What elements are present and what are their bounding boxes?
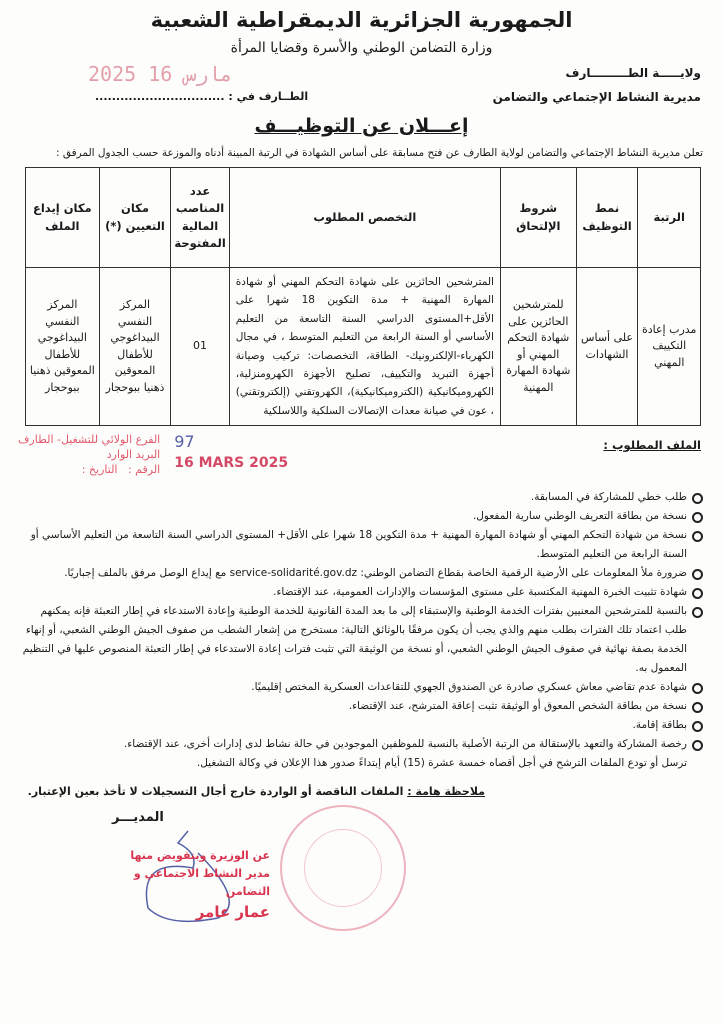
list-item: نسخة من شهادة التحكم المهني أو شهادة المهارة المهنية + مدة التكوين 18 شهرا على الأقل+ المستوى الدراسي السنة التاسعة من التعليم الأساسي أو السنة الرابعة من التعليم المتوسط. [18, 526, 705, 564]
date-stamp-header: 2025 مارس 16 [88, 62, 233, 86]
list-item: بطاقة إقامة. [18, 716, 705, 735]
required-docs-title: الملف المطلوب : [603, 438, 701, 452]
table-header-row [26, 168, 701, 268]
important-text: الملفات الناقصة أو الواردة خارج أجال التسجيلات لا تأخذ بعين الإعتبار. [27, 785, 408, 798]
place-date: الطــارف في : ............................... [95, 90, 309, 103]
col-header-positions: عدد المناصب المالية المفتوحة [171, 168, 229, 268]
agency-stamp-name: الفرع الولائي للتشغيل- الطارف [18, 433, 161, 446]
col-header-conditions: شروط الإلتحاق [500, 168, 576, 268]
page-title: إعـــلان عن التوظيـــف [254, 115, 469, 137]
stamp-date: 16 MARS 2025 [174, 455, 289, 471]
stamp-number-label: الرقم : [127, 463, 161, 476]
send-note: ترسل أو تودع الملفات الترشح في أجل أقصاه خمسة عشرة (15) أيام إبتداءً صدور هذا الإعلان في وكالة التشغيل. [196, 757, 687, 769]
list-item: بالنسبة للمترشحين المعنيين بفترات الخدمة الوطنية والإستبقاء إلى ما بعد المدة القانونية للخدمة الوطنية وإعادة الاستدعاء في إطار التعبئة فإنه يمكنهم طلب اعتماد تلك الفترات بطلب منهم والذي يجب أن يكون مرفقًا بالوثائق التالية: مستخرج من إشعار الشطب من صفوف الجيش الوطني الشعبي، أو إنهاء الخدمة بصفة نهائية في صفوف الجيش الوطني الشعبي، أو نسخة من الوثيقة التي تثبت فترات إعادة الاستدعاء في إطار التعبئة المنصوص عليها في التنظيم المعمول به. [18, 602, 705, 678]
stamp-date-label: التاريخ : [81, 463, 118, 476]
col-header-grade: الرتبة [638, 168, 701, 268]
cell-assignment: المركز النفسي البيداغوجي للأطفال المعوقين ذهنيا ببوحجار [99, 268, 171, 426]
signature-stamp [100, 847, 270, 923]
list-item: ضرورة ملأ المعلومات على الأرضية الرقمية الخاصة بقطاع التضامن الوطني: service-solidarité.gov.dz مع إيداع الوصل مرفق بالملف إجباريًا. [18, 564, 705, 583]
col-header-mode: نمط التوظيف [576, 168, 638, 268]
republic-heading: الجمهورية الجزائرية الديمقراطية الشعبية [150, 8, 573, 32]
stamp-values [174, 432, 288, 472]
cell-positions: 01 [171, 268, 229, 426]
cell-mode: على أساس الشهادات [576, 268, 638, 426]
signature-line1: عن الوزيرة وبتفويض منها [130, 849, 270, 862]
wilaya-label: ولايـــــة الطـــــــــارف [565, 66, 701, 80]
list-item: طلب خطي للمشاركة في المسابقة. [18, 488, 705, 507]
agency-stamp [18, 432, 160, 477]
signature-line2: مدير النشاط الاجتماعي و التضامن [133, 867, 270, 898]
cell-deposit: المركز النفسي البيداغوجي للأطفال المعوقين ذهنيا ببوحجار [26, 268, 100, 426]
important-label: ملاحظة هامة : [407, 785, 485, 798]
list-item: شهادة تثبيت الخبرة المهنية المكتسبة على مستوى المؤسسات والإدارات العمومية، عند الإقتضاء. [18, 583, 705, 602]
agency-stamp-mail: البريد الوارد [106, 448, 161, 461]
directorate-label: مديرية النشاط الإجتماعي والتضامن [492, 90, 701, 104]
important-note [18, 783, 485, 801]
cell-specialty: المترشحين الحائزين على شهادة التحكم المهني أو شهادة المهارة المهنية + مدة التكوين 18 شهرا على الأقل+المستوى الدراسي السنة التاسعة من التعليم الأساسي أو السنة الرابعة من التعليم المتوسط ، في مجال الكهرباء-الإلكترونيك- الطاقة، التخصصات: تركيب وصيانة أجهزة التبريد والتكييف، تصليح الأجهزة الكهرومنزلية، الكهروميكانيكية (الكتروميكانيكية)، الكهروتقني (إلكتروتقني) ، عون في صيانة معدات الإتصالات السلكية واللاسلكية [229, 268, 500, 426]
cell-conditions: للمترشحين الحائزين على شهادة التحكم المهني أو شهادة المهارة المهنية [500, 268, 576, 426]
list-item: نسخة من بطاقة الشخص المعوق أو الوثيقة تثبت إعاقة المترشح، عند الإقتضاء. [18, 697, 705, 716]
list-item: رخصة المشاركة والتعهد بالإستقالة من الرتبة الأصلية بالنسبة للموظفين الموجودين في حالة نشاط لدى إدارات أخرى، عند الإقتضاء. [18, 735, 705, 754]
required-docs-list [18, 488, 705, 754]
list-item: شهادة عدم تقاضي معاش عسكري صادرة عن الصندوق الجهوي للتقاعدات العسكرية المختص إقليميًا. [18, 678, 705, 697]
col-header-specialty: التخصص المطلوب [229, 168, 500, 268]
col-header-assignment: مكان التعيين (*) [99, 168, 171, 268]
official-seal [280, 805, 406, 931]
stamp-number: 97 [174, 432, 195, 451]
agency-stamps [18, 432, 288, 477]
intro-text: تعلن مديرية النشاط الإجتماعي والتضامن لولاية الطارف عن فتح مسابقة على أساس الشهادة في الرتبة المبينة أدناه والموزعة حسب الجدول المرفق : [55, 147, 703, 159]
positions-table [25, 167, 701, 426]
signature-area [18, 805, 705, 935]
list-item: نسخة من بطاقة التعريف الوطني سارية المفعول. [18, 507, 705, 526]
table-row [26, 268, 701, 426]
signature-name: عمار عامر [195, 903, 270, 921]
ministry-heading: وزارة التضامن الوطني والأسرة وقضايا المرأة [230, 40, 493, 56]
director-title: المديـــر [112, 810, 164, 825]
col-header-deposit: مكان إيداع الملف [26, 168, 100, 268]
cell-grade: مدرب إعادة التكييف المهني [638, 268, 701, 426]
document-body [18, 112, 705, 935]
stamps-row [18, 432, 705, 486]
